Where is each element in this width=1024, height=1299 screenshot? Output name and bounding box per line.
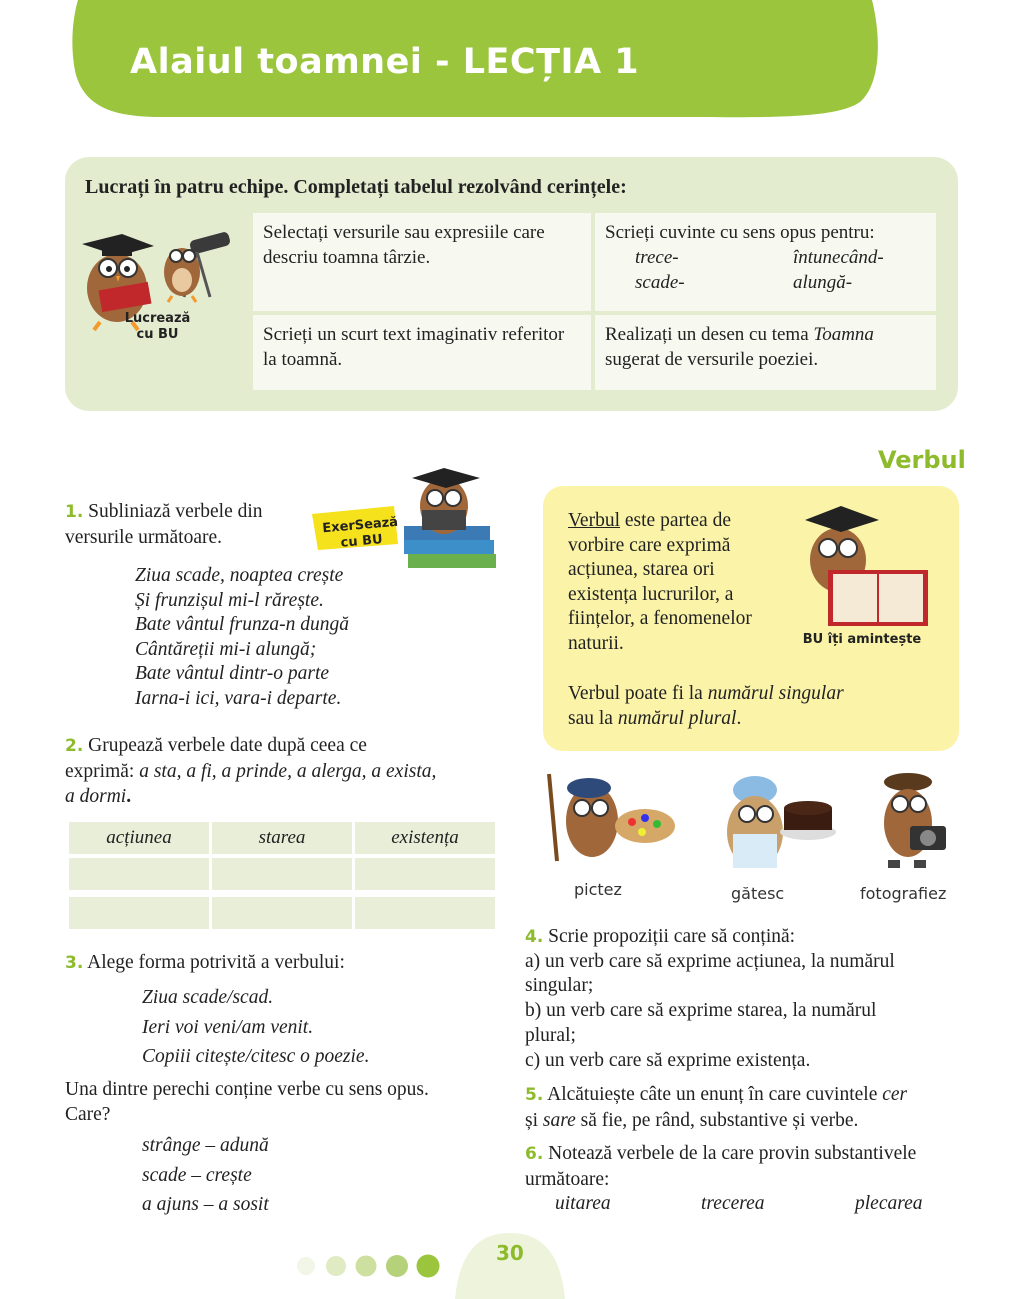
exercise-4-text: 4. Scrie propoziții care să conțină: a) un verb care să exprime acțiunea, la numărul singular; b) un verb care să exprime starea, la numărul plural; c) un verb care să exprime existența. — [525, 926, 895, 1071]
exercise-3-pairs — [142, 1131, 269, 1220]
table-cell[interactable] — [212, 897, 352, 929]
table-header-action: acțiunea — [69, 822, 209, 854]
exercise-6-word: uitarea — [555, 1193, 611, 1214]
pair-line: strânge – adună — [142, 1135, 269, 1156]
table-cell[interactable] — [69, 897, 209, 929]
exercise-6-word: trecerea — [701, 1193, 765, 1214]
owl-painter-illustration — [527, 766, 677, 871]
table-cell[interactable] — [212, 858, 352, 890]
footer-decoration — [285, 1215, 585, 1299]
exercise-5-text: 5. Alcătuiește câte un enunț în care cuvintele cer și sare să fie, pe rând, substantive și verbe. — [525, 1084, 908, 1131]
caption-photograph: fotografiez — [860, 884, 947, 903]
task-cell-2: Scrieți cuvinte cu sens opus pentru: trece- întunecând- scade- alungă- — [595, 213, 936, 311]
remember-text: Verbul este partea de vorbire care exprimă acțiunea, starea ori existența lucrurilor, a ființelor, a fenomenelor naturii. — [568, 510, 752, 654]
pair-line: scade – crește — [142, 1164, 252, 1186]
task-cell-4: Realizați un desen cu tema Toamna sugerat de versurile poeziei. — [595, 315, 936, 390]
owl-book-illustration — [783, 500, 933, 630]
option-line: Ziua scade/scad. — [142, 987, 274, 1008]
exercise-3-options — [142, 983, 369, 1072]
caption-paint: pictez — [574, 880, 622, 899]
poem-line: Cântăreții mi-i alungă; — [135, 638, 317, 660]
section-title: Verbul — [878, 446, 966, 474]
exercise-1-text: 1. Subliniază verbele din versurile următoare. — [65, 501, 263, 548]
option-line: Copiii citește/citesc o poezie. — [142, 1046, 370, 1067]
table-cell[interactable] — [69, 858, 209, 890]
exercise-6-word: plecarea — [855, 1193, 923, 1214]
poem-line: Și frunzișul mi-l rărește. — [135, 589, 324, 611]
remember-badge: BU îți amintește — [802, 632, 922, 647]
task-title: Lucrați în patru echipe. Completați tabelul rezolvând cerințele: — [85, 176, 627, 198]
table-cell[interactable] — [355, 897, 495, 929]
table-header-existence: existența — [355, 822, 495, 854]
table-header-state: starea — [212, 822, 352, 854]
owl-chef-illustration — [700, 770, 840, 875]
exercise-3-text: 3. Alege forma potrivită a verbului: — [65, 952, 345, 973]
option-line: Ieri voi veni/am venit. — [142, 1016, 314, 1038]
caption-cook: gătesc — [731, 884, 785, 903]
page-title: Alaiul toamnei - LECȚIA 1 — [130, 42, 640, 82]
table-cell[interactable] — [355, 858, 495, 890]
remember-text-2: Verbul poate fi la numărul singular sau la numărul plural. — [568, 683, 844, 729]
exercise-2-text: 2. Grupează verbele date după ceea ce exprimă: a sta, a fi, a prinde, a alerga, a exista, a dormi. — [65, 735, 437, 807]
page-number: 30 — [496, 1241, 524, 1265]
poem-line: Iarna-i ici, vara-i departe. — [135, 687, 342, 709]
poem-line: Ziua scade, noaptea crește — [135, 565, 344, 586]
exercise-3-question: Una dintre perechi conține verbe cu sens opus. Care? — [65, 1079, 429, 1125]
poem-line: Bate vântul frunza-n dungă — [135, 614, 349, 636]
poem-line: Bate vântul dintr-o parte — [135, 663, 330, 685]
exercise-6-text: 6. Notează verbele de la care provin substantivele următoare: — [525, 1143, 917, 1190]
pair-line: a ajuns – a sosit — [142, 1194, 269, 1215]
task-cell-3: Scrieți un scurt text imaginativ referitor la toamnă. — [253, 315, 591, 390]
task-badge: Lucrează cu BU — [124, 311, 191, 342]
exercise-1-badge: ExerSează cu BU — [321, 514, 399, 551]
exercise-1-poem — [135, 564, 349, 712]
task-cell-1: Selectați versurile sau expresiile care descriu toamna târzie. — [253, 213, 591, 311]
owl-photographer-illustration — [870, 768, 955, 873]
